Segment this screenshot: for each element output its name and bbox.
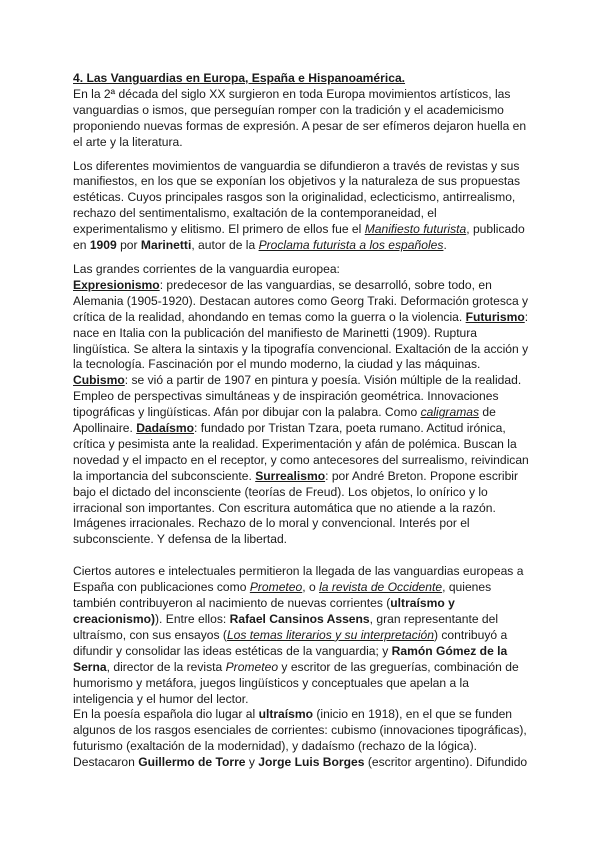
text-run: , director de la revista: [106, 659, 226, 674]
text-run: Ciertos autores e intelectuales permitieron la llegada de las vanguardias europeas a España con publicaciones como: [73, 564, 524, 595]
text-run: , gran representante del ultraísmo, con sus ensayos (: [73, 612, 499, 642]
text-run: (escritor argentino). Difundido: [364, 755, 528, 770]
text-run: y: [245, 755, 259, 770]
text-run: : predecesor de las vanguardias, se desarrolló, sobre todo, en Alemania (1905-1920). Destacan autores como Georg Traki. Deformación grotesca y crítica de la realidad, ahondando en temas como la guerra o la violencia.: [73, 277, 529, 324]
ultraismo-bold: ultraísmo: [258, 707, 314, 722]
term-dadaismo: Dadaísmo: [136, 421, 195, 436]
text-run: , publicado en: [73, 222, 525, 253]
proclama-futurista-title: Proclama futurista a los españoles: [258, 238, 444, 253]
guillermo-torre-name: Guillermo de Torre: [138, 755, 246, 770]
marinetti-name: Marinetti: [140, 238, 192, 253]
revista-occidente-title: la revista de Occidente: [319, 580, 443, 595]
text-run: ) contribuyó a difundir y consolidar las ideas estéticas de la vanguardia; y: [73, 627, 508, 658]
paragraph-movimientos: [73, 159, 529, 254]
paragraph-corrientes: [73, 262, 529, 548]
term-expresionismo: Expresionismo: [73, 277, 160, 292]
term-futurismo: Futurismo: [465, 309, 525, 324]
text-run: Los diferentes movimientos de vanguardia se difundieron a través de revistas y sus manifiestos, en los que se exponían los objetivos y la naturaleza de sus propuestas estéticas. Cuyos principales rasgos son la originalidad, eclecticismo, antirrealismo, rechazo del sentimentalismo, exaltación de la contemporaneidad, el experimentalismo y elitismo. El primero de ellos fue el: [73, 158, 521, 237]
text-run: : por André Breton. Propone escribir bajo el dictado del inconsciente (teorías de Freud). Los objetos, lo onírico y lo irracional son importantes. Con escritura automática que no atiende a la razón. Imágenes irracionales. Rechazo de lo moral y convencional. Interés por el subconsciente. Y defensa de la libertad.: [73, 468, 519, 547]
text-run: ). Entre ellos:: [155, 612, 230, 626]
temas-literarios-title: Los temas literarios y su interpretación: [226, 627, 434, 642]
corrientes-intro: Las grandes corrientes de la vanguardia europea:: [73, 261, 340, 276]
year-1909: 1909: [89, 238, 117, 253]
term-surrealismo: Surrealismo: [255, 468, 326, 483]
text-run: y escritor de las greguerías, combinación de humorismo y metáfora, juegos lingüísticos y conceptuales que apelan a la inteligencia y el humor del lector.: [73, 659, 519, 706]
text-run: : se vió a partir de 1907 en pintura y poesía. Visión múltiple de la realidad. Empleo de perspectivas simultáneas y de inspiración geométrica. Innovaciones tipográficas y lingüísticas. Afán por dibujar con la palabra. Como: [73, 373, 522, 420]
paragraph-espana: [73, 564, 529, 707]
manifiesto-futurista-title: Manifiesto futurista: [364, 222, 467, 237]
text-run: (inicio en 1918), en el que se funden algunos de los rasgos esenciales de corrientes: cubismo (innovaciones tipográficas), futurismo (exaltación de la modernidad), y dadaísmo (rechazo de la lógica). Destacaron: [73, 707, 527, 770]
document-page: [73, 71, 529, 771]
text-run: : fundado por Tristan Tzara, poeta rumano. Actitud irónica, crítica y pesimista ante la realidad. Experimentación y afán de polémica. Buscan la novedad y el impacto en el receptor, y como antecesores del surrealismo, reivindican la importancia del subconsciente.: [73, 421, 529, 483]
text-run: : nace en Italia con la publicación del manifiesto de Marinetti (1909). Ruptura lingüística. Se altera la sintaxis y la tipografía convencional. Exaltación de la acción y la tecnología. Fascinación por el mundo moderno, la ciudad y las máquinas.: [73, 309, 529, 372]
text-run: , o: [302, 580, 320, 595]
borges-name: Jorge Luis Borges: [258, 755, 365, 770]
paragraph-ultraismo: [73, 707, 529, 771]
corrientes-bold: ultraísmo y creacionismo): [73, 596, 455, 626]
heading-text: 4. Las Vanguardias en Europa, España e Hispanoamérica.: [73, 71, 406, 85]
caligramas-title: caligramas: [420, 405, 480, 420]
term-cubismo: Cubismo: [73, 373, 125, 388]
prometeo-title-2: Prometeo: [225, 659, 279, 674]
cansinos-name: Rafael Cansinos Assens: [229, 612, 370, 626]
text-run: En la poesía española dio lugar al: [73, 707, 259, 722]
section-heading: [73, 71, 529, 87]
paragraph-intro: En la 2ª década del siglo XX surgieron en toda Europa movimientos artísticos, las vanguardias o ismos, que perseguían romper con la tradición y el academicismo proponiendo nuevas formas de expresión. A pesar de ser efímeros dejaron huella en el arte y la literatura.: [73, 86, 527, 149]
text-run: .: [443, 238, 447, 253]
text-run: por: [116, 238, 141, 253]
gomez-serna-name: Ramón Gómez de la Serna: [73, 643, 508, 674]
prometeo-title: Prometeo: [249, 580, 303, 595]
text-run: , quienes también contribuyeron al nacimiento de nuevas corrientes (: [73, 580, 492, 611]
text-run: , autor de la: [191, 238, 259, 253]
text-run: de Apollinaire.: [73, 405, 496, 436]
